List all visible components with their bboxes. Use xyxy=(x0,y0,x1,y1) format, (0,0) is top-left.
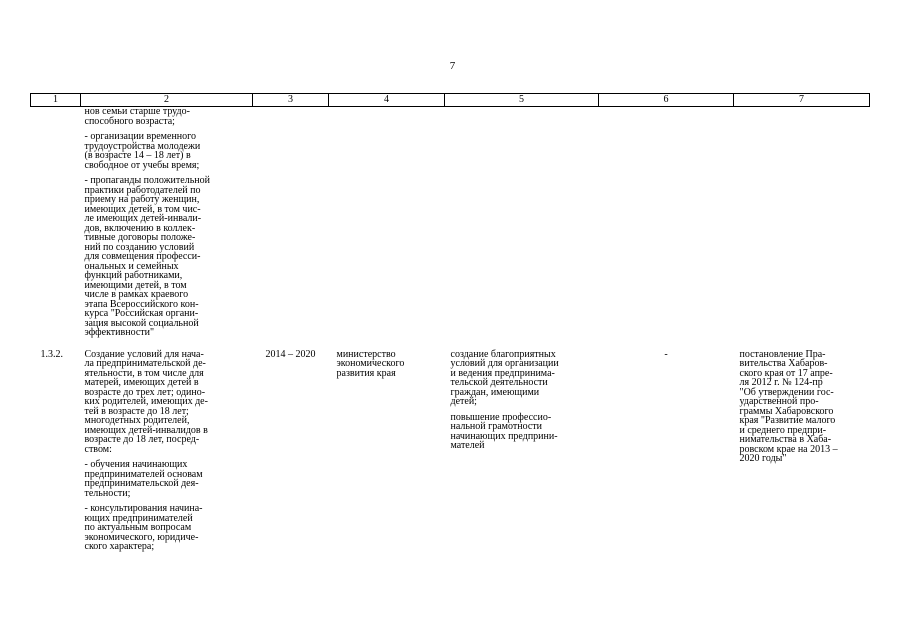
measure-text: Создание условий для нача- ла предпринимательской де- ятельности, в том числе для матерей, имеющих детей в возрасте до трех лет; одино- ких родителей, имеющих де- тей в возрасте до 18 лет; многодетных родителей, имеющих детей-инвалидов в возрасте до 18 лет, посред- ством: xyxy=(84,348,208,455)
cell-period xyxy=(253,350,329,552)
cell-measure-continuation xyxy=(81,107,253,338)
column-header-5: 5 xyxy=(445,94,599,107)
table-row-1-3-2 xyxy=(31,350,870,552)
row-spacer xyxy=(31,338,870,350)
basis-text: постановление Пра- вительства Хабаров- ского края от 17 апре- ля 2012 г. № 124-пр "Об утверждении гос- ударственной про- граммы Хабаровского края "Развитие малого и среднего предпри- нимательства в Хаба- ровском крае на 2013 – 2020 годы" xyxy=(739,348,838,464)
measures-table xyxy=(30,93,870,552)
column-header-4: 4 xyxy=(329,94,445,107)
measure-text: - пропаганды положительной практики работодателей по приему на работу женщин, имеющих детей, в том чис- ле имеющих детей-инвали- дов, включению в коллек- тивные договоры положе- ний по созданию условий для совмещения професси- ональных и семейных функций работниками, имеющими детей, в том числе в рамках краевого этапа Всероссийского кон- курса "Российская органи- зация высокой социальной эффективности" xyxy=(84,175,210,338)
cell-number-empty xyxy=(31,107,81,338)
measure-paragraph xyxy=(85,460,249,498)
column-header-7: 7 xyxy=(734,94,870,107)
cell-executor xyxy=(329,350,445,552)
result-paragraph xyxy=(451,350,595,407)
measure-paragraph xyxy=(85,107,249,126)
table-row-continuation xyxy=(31,107,870,338)
executor-text: министерство экономического развития края xyxy=(336,348,405,379)
cell-result xyxy=(445,350,599,552)
column-header-6: 6 xyxy=(599,94,734,107)
page-number: 7 xyxy=(449,60,456,72)
column-header-2: 2 xyxy=(81,94,253,107)
column-header-3: 3 xyxy=(253,94,329,107)
period-text: 2014 – 2020 xyxy=(265,348,316,360)
measure-text: - консультирования начина- ющих предпринимателей по актуальным вопросам экономического, юридиче- ского характера; xyxy=(84,503,203,552)
measure-text: нов семьи старше трудо- способного возраста; xyxy=(84,106,190,127)
cell-result-empty xyxy=(445,107,599,338)
result-paragraph xyxy=(451,413,595,451)
cell-basis-empty xyxy=(734,107,870,338)
cell-basis xyxy=(734,350,870,552)
measure-paragraph xyxy=(85,504,249,552)
cell-executor-empty xyxy=(329,107,445,338)
result-text: повышение профессио- нальной грамотности начинающих предприни- мателей xyxy=(450,411,558,451)
measure-paragraph xyxy=(85,132,249,170)
cell-period-empty xyxy=(253,107,329,338)
cell-col6 xyxy=(599,350,734,552)
cell-col6-empty xyxy=(599,107,734,338)
measure-paragraph xyxy=(85,350,249,455)
measure-text: - организации временного трудоустройства молодежи (в возрасте 14 – 18 лет) в свободное от учебы время; xyxy=(84,131,201,171)
measure-paragraph xyxy=(85,176,249,338)
measure-text: - обучения начинающих предпринимателей основам предпринимательской дея- тельности; xyxy=(84,459,203,499)
cell-measure xyxy=(81,350,253,552)
col6-text: - xyxy=(664,348,668,360)
column-header-1: 1 xyxy=(31,94,81,107)
result-text: создание благоприятных условий для организации и ведения предпринима- тельской деятельности граждан, имеющими детей; xyxy=(450,348,559,407)
table-header-row xyxy=(31,94,870,107)
cell-number xyxy=(31,350,81,552)
row-number: 1.3.2. xyxy=(40,348,63,360)
